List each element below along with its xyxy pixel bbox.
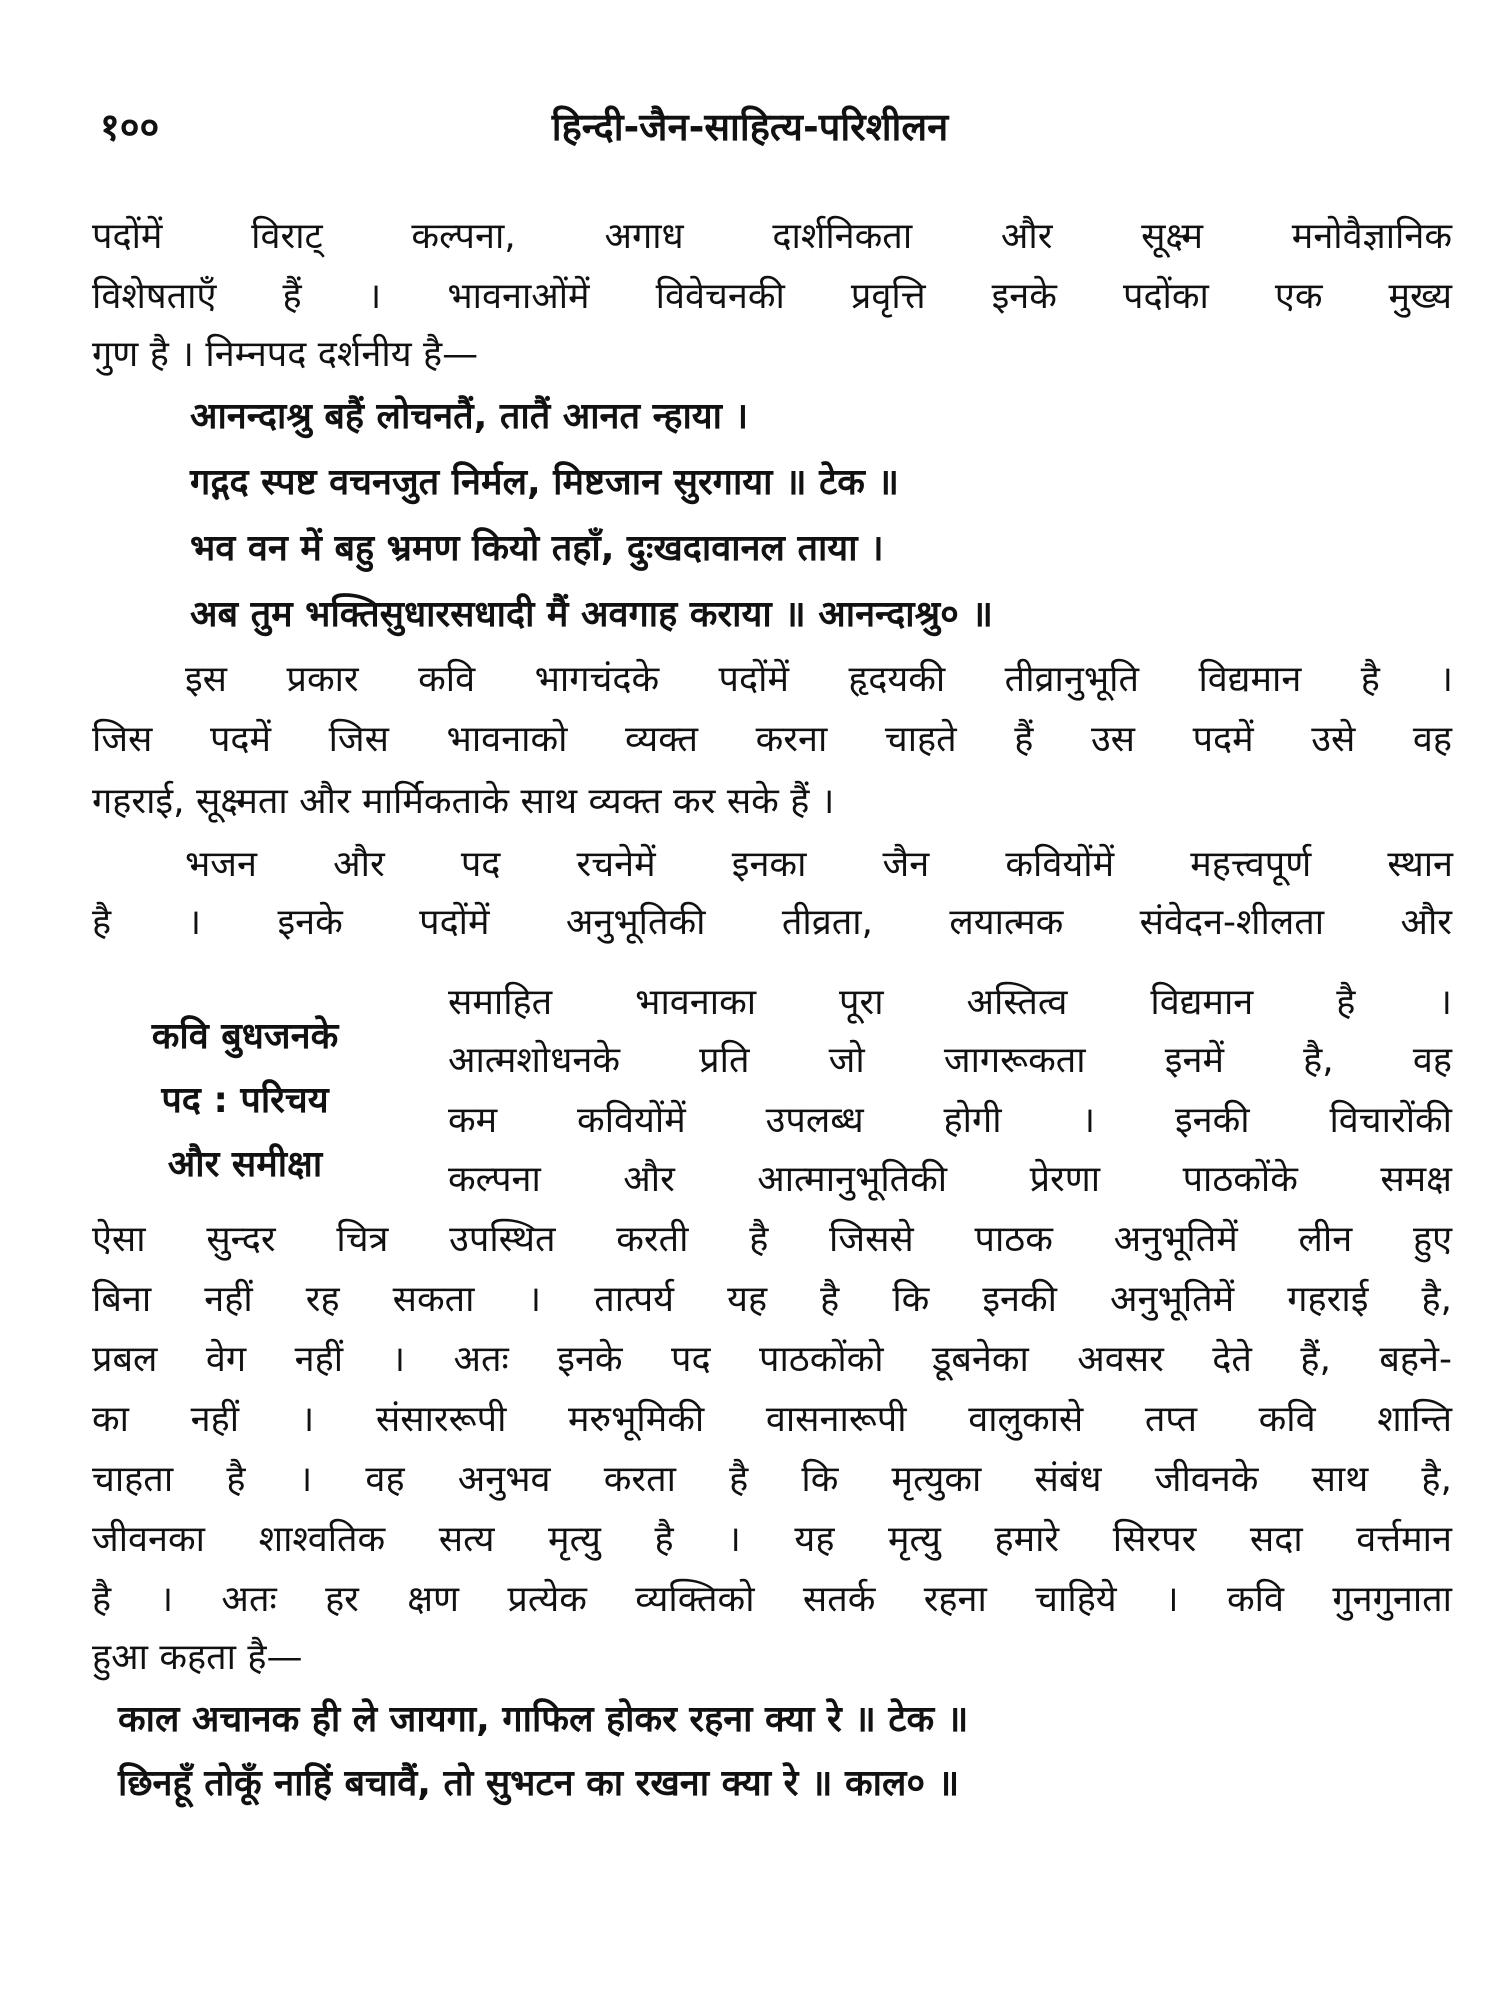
verse-line: भव वन में बहु भ्रमण कियो तहाँ, दुःखदावानल ताया ।	[190, 528, 884, 569]
side-heading-line: और समीक्षा	[167, 1144, 323, 1185]
paragraph-line: ऐसा सुन्दर चित्र उपस्थित करती है जिससे पाठक अनुभूतिमें लीन हुए	[92, 1219, 1452, 1260]
paragraph-line: समाहित भावनाका पूरा अस्तित्व विद्यमान है ।	[448, 982, 1452, 1023]
paragraph-line: भजन और पद रचनेमें इनका जैन कवियोंमें महत्त्वपूर्ण स्थान	[185, 844, 1453, 885]
paragraph-line: है । इनके पदोंमें अनुभूतिकी तीव्रता, लयात्मक संवेदन-शीलता और	[92, 902, 1452, 943]
paragraph-line: चाहता है । वह अनुभव करता है कि मृत्युका संबंध जीवनके साथ है,	[92, 1459, 1452, 1500]
paragraph-line: बिना नहीं रह सकता । तात्पर्य यह है कि इनकी अनुभूतिमें गहराई है,	[92, 1279, 1452, 1320]
paragraph-line: गहराई, सूक्ष्मता और मार्मिकताके साथ व्यक्त कर सके हैं ।	[92, 781, 835, 822]
paragraph-line: कल्पना और आत्मानुभूतिकी प्रेरणा पाठकोंके समक्ष	[448, 1159, 1452, 1200]
paragraph-line: पदोंमें विराट् कल्पना, अगाध दार्शनिकता और सूक्ष्म मनोवैज्ञानिक	[92, 216, 1452, 257]
side-heading	[95, 1005, 395, 1197]
verse-line: काल अचानक ही ले जायगा, गाफिल होकर रहना क्या रे ॥ टेक ॥	[118, 1699, 969, 1740]
paragraph-line: है । अतः हर क्षण प्रत्येक व्यक्तिको सतर्क रहना चाहिये । कवि गुनगुनाता	[92, 1579, 1452, 1620]
paragraph-line: हुआ कहता है—	[92, 1637, 303, 1678]
paragraph-line: जीवनका शाश्वतिक सत्य मृत्यु है । यह मृत्यु हमारे सिरपर सदा वर्त्तमान	[92, 1519, 1452, 1560]
verse-line: छिनहूँ तोकूँ नाहिं बचावैं, तो सुभटन का रखना क्या रे ॥ काल० ॥	[118, 1763, 960, 1804]
paragraph-line: गुण है । निम्नपद दर्शनीय है—	[92, 334, 479, 375]
verse-line: गद्गद स्पष्ट वचनजुत निर्मल, मिष्टजान सुरगाया ॥ टेक ॥	[190, 462, 899, 503]
side-heading-line: पद : परिचय	[161, 1080, 329, 1121]
side-heading-line: कवि बुधजनके	[151, 1016, 339, 1057]
paragraph-line: आत्मशोधनके प्रति जो जागरूकता इनमें है, वह	[448, 1040, 1452, 1081]
running-title: हिन्दी-जैन-साहित्य-परिशीलन	[551, 105, 949, 149]
verse-line: अब तुम भक्तिसुधारसधादी मैं अवगाह कराया ॥ आनन्दाश्रु० ॥	[190, 594, 993, 635]
paragraph-line: का नहीं । संसाररूपी मरुभूमिकी वासनारूपी वालुकासे तप्त कवि शान्ति	[92, 1399, 1452, 1440]
paragraph-line: इस प्रकार कवि भागचंदके पदोंमें हृदयकी तीव्रानुभूति विद्यमान है ।	[185, 659, 1453, 700]
verse-line: आनन्दाश्रु बहैं लोचनतैं, तातैं आनत न्हाया ।	[190, 396, 749, 437]
paragraph-line: जिस पदमें जिस भावनाको व्यक्त करना चाहते हैं उस पदमें उसे वह	[92, 719, 1452, 760]
paragraph-line: कम कवियोंमें उपलब्ध होगी । इनकी विचारोंकी	[448, 1100, 1452, 1141]
paragraph-line: विशेषताएँ हैं । भावनाओंमें विवेचनकी प्रवृत्ति इनके पदोंका एक मुख्य	[92, 276, 1452, 317]
paragraph-line: प्रबल वेग नहीं । अतः इनके पद पाठकोंको डूबनेका अवसर देते हैं, बहने-	[92, 1339, 1452, 1380]
page-header	[90, 100, 1410, 160]
page-number: १००	[100, 105, 160, 149]
